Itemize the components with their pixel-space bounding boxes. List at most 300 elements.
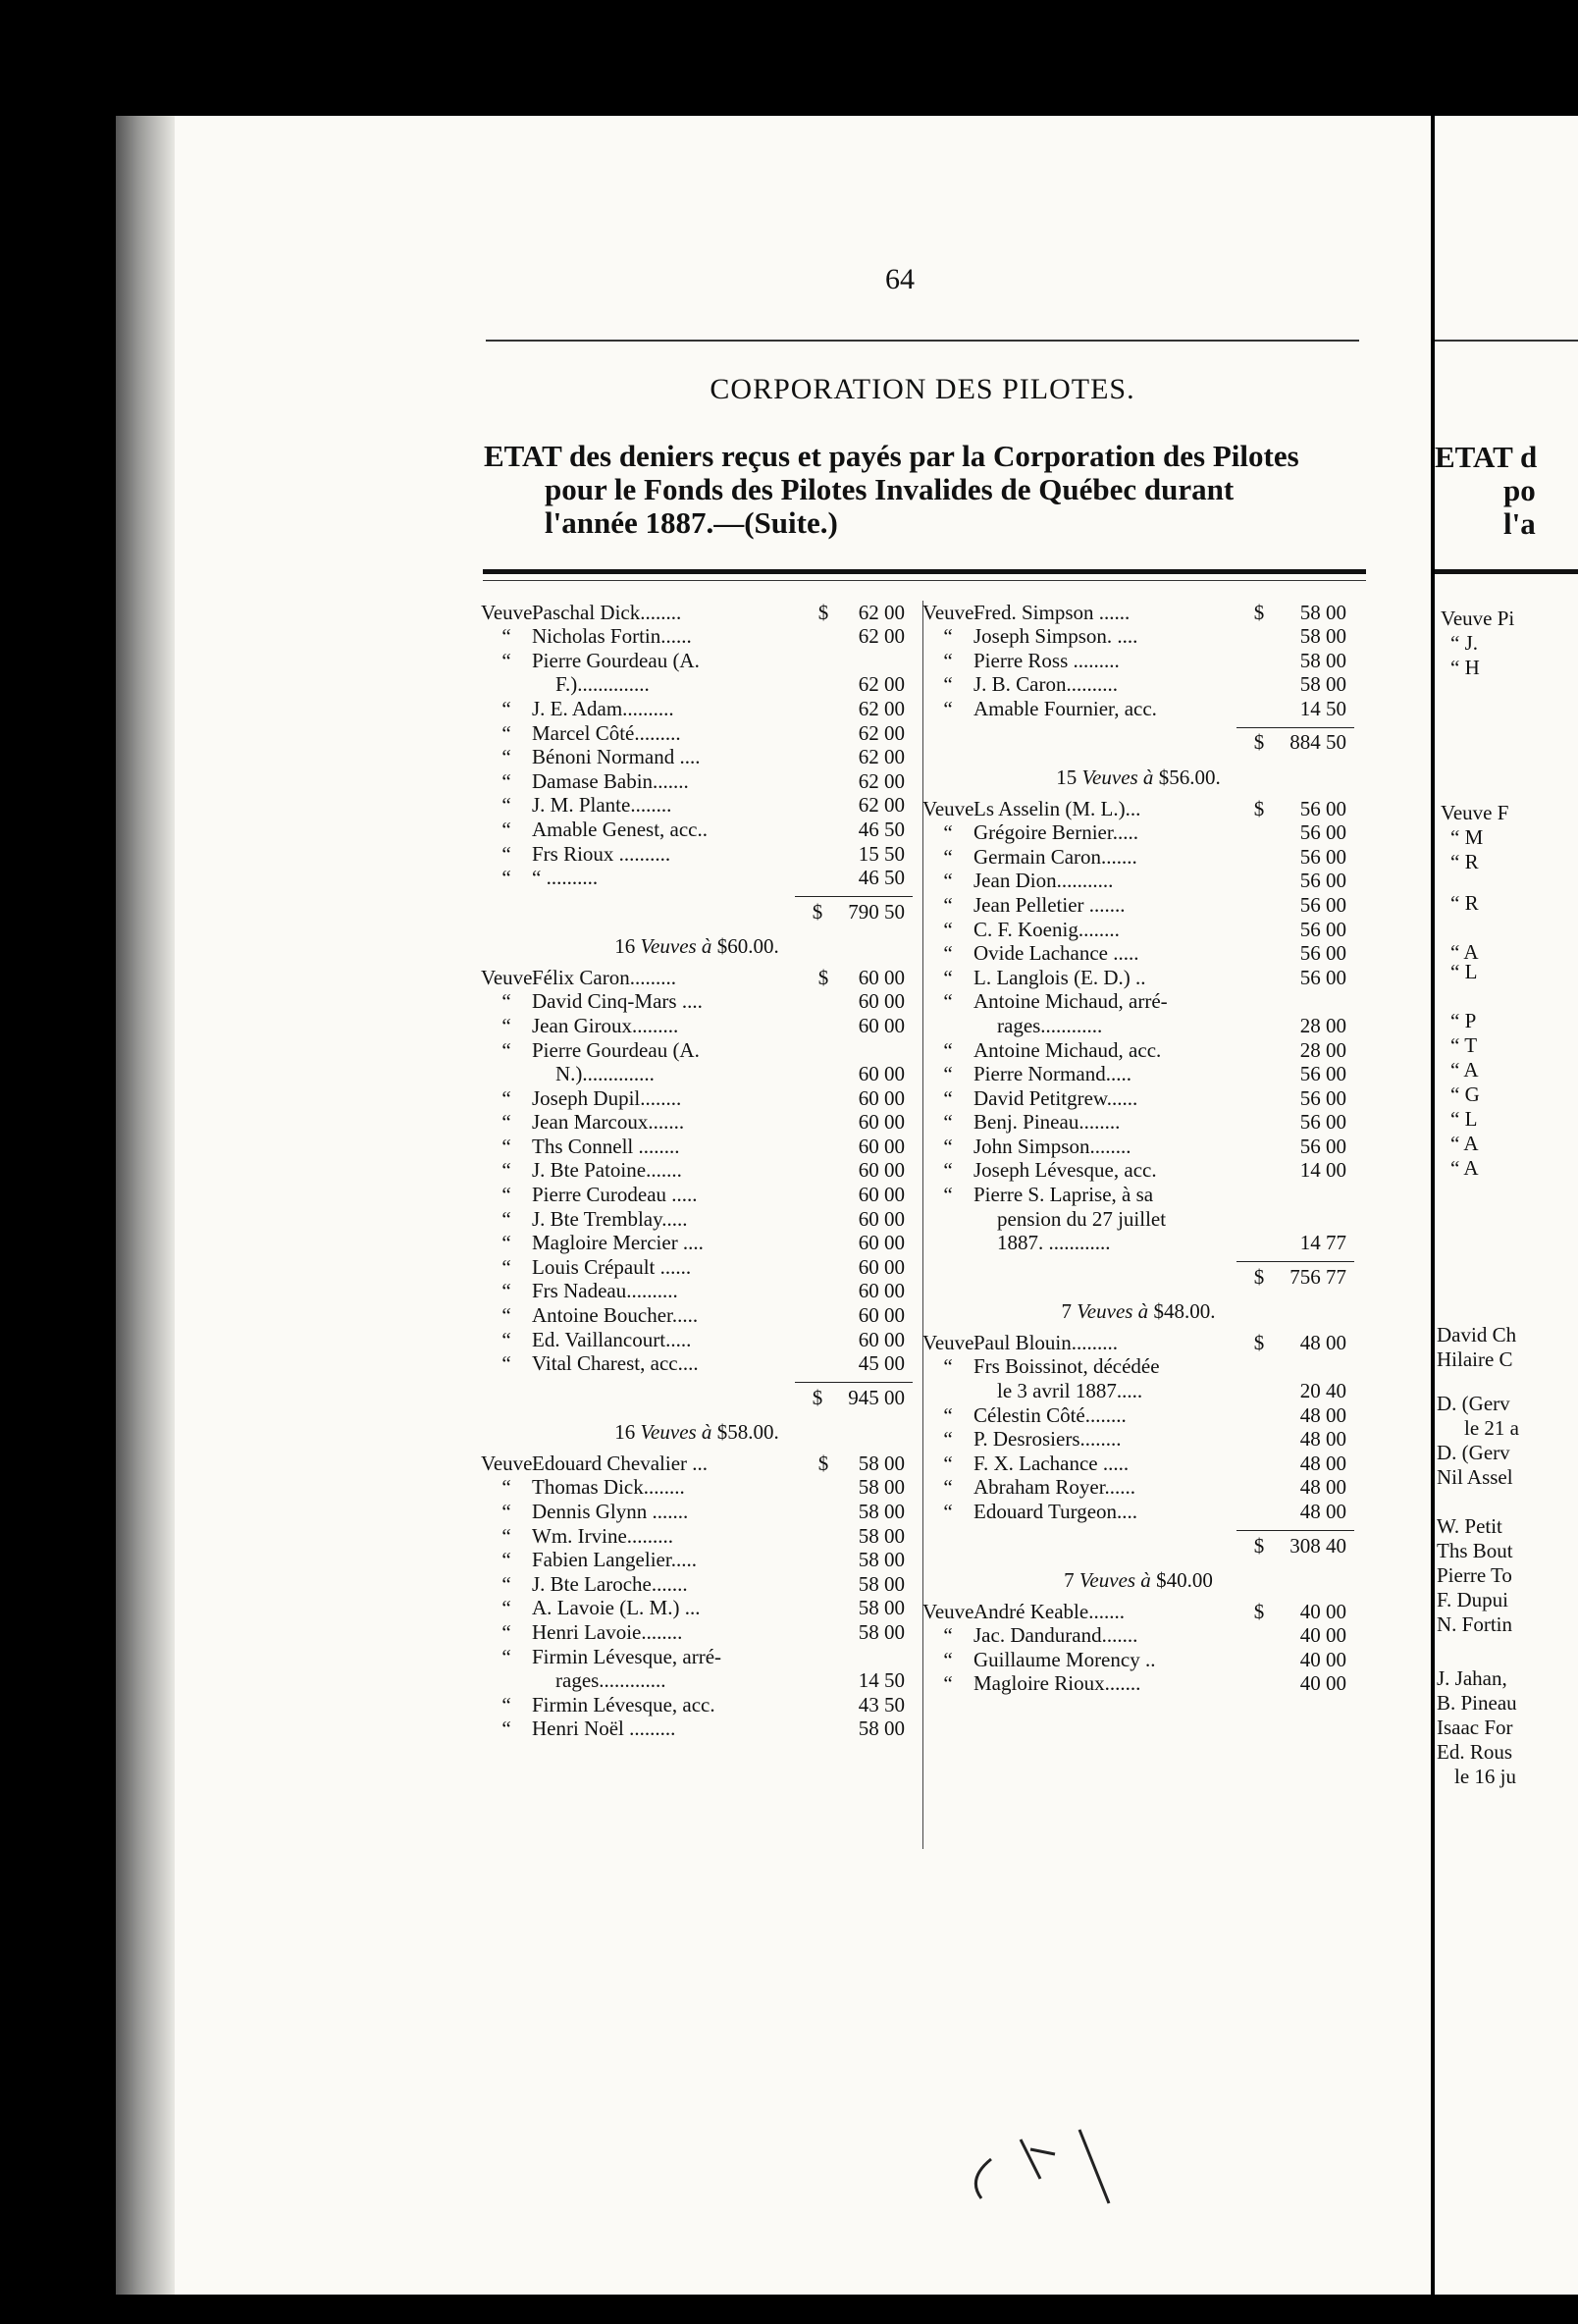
- row-name: J. M. Plante........: [532, 793, 672, 818]
- facing-line: “ G: [1450, 1083, 1480, 1106]
- row-prefix: “: [943, 672, 953, 697]
- row-amount: 60 00: [858, 1062, 905, 1086]
- ledger-row: [922, 1232, 1354, 1256]
- group-rows: [922, 1331, 1354, 1524]
- ledger-row: [922, 697, 1354, 721]
- row-name: rages............: [997, 1013, 1103, 1037]
- facing-line: “ L: [1450, 960, 1478, 983]
- row-amount: 58 00: [1299, 600, 1346, 624]
- row-amount: 62 00: [858, 672, 905, 697]
- ledger-row: [922, 966, 1354, 990]
- row-prefix: “: [501, 1619, 511, 1644]
- row-prefix: “: [501, 745, 511, 769]
- row-name: Antoine Michaud, arré-: [973, 989, 1168, 1014]
- ledger-row: [922, 1014, 1354, 1038]
- row-prefix: “: [943, 844, 953, 869]
- row-prefix: “: [943, 892, 953, 917]
- row-amount: 62 00: [858, 600, 905, 624]
- row-amount: 58 00: [858, 1596, 905, 1620]
- facing-line: David Ch: [1437, 1323, 1517, 1347]
- row-name: John Simpson........: [973, 1134, 1131, 1158]
- ledger-row: [922, 649, 1354, 673]
- group-total: [922, 1262, 1354, 1292]
- row-name: A. Lavoie (L. M.) ...: [532, 1596, 701, 1620]
- facing-line: Veuve F: [1441, 801, 1509, 824]
- row-name: Damase Babin.......: [532, 768, 689, 793]
- facing-line: J. Jahan,: [1437, 1666, 1507, 1690]
- row-prefix: “: [501, 1279, 511, 1303]
- row-amount: 58 00: [1299, 624, 1346, 649]
- row-prefix: “: [501, 1206, 511, 1231]
- group-rows: [922, 1600, 1354, 1696]
- row-prefix: “: [943, 1354, 953, 1379]
- row-prefix: “: [501, 1644, 511, 1668]
- row-name: Ed. Vaillancourt.....: [532, 1327, 692, 1351]
- row-amount: 58 00: [858, 1500, 905, 1523]
- ledger-row: [922, 1086, 1354, 1111]
- ledger-row: [481, 1063, 913, 1087]
- row-prefix: “: [943, 1158, 953, 1183]
- row-amount: 28 00: [1299, 1013, 1346, 1037]
- ledger-row: [481, 1693, 913, 1717]
- row-prefix: “: [943, 1647, 953, 1671]
- facing-table-rule: [1435, 569, 1578, 574]
- ledger-row: [922, 1159, 1354, 1184]
- row-amount: 60 00: [858, 1134, 905, 1158]
- ledger-row: [481, 1452, 913, 1476]
- ledger-row: [922, 845, 1354, 870]
- row-name: Amable Fournier, acc.: [973, 696, 1157, 720]
- ledger-row: [481, 1717, 913, 1742]
- row-name: Ths Connell ........: [532, 1134, 680, 1158]
- row-amount: 48 00: [1299, 1475, 1346, 1500]
- ledger-row: [481, 1255, 913, 1280]
- row-name: Félix Caron.........: [532, 965, 676, 989]
- row-prefix: “: [943, 1475, 953, 1500]
- group-text: Veuves à: [1077, 1299, 1149, 1324]
- row-name: F.)..............: [555, 672, 650, 697]
- row-prefix: “: [501, 624, 511, 649]
- facing-line: le 16 ju: [1454, 1765, 1516, 1788]
- row-name: rages.............: [555, 1668, 666, 1693]
- ledger-row: [922, 797, 1354, 821]
- row-name: Firmin Lévesque, acc.: [532, 1692, 715, 1717]
- row-name: Jac. Dandurand.......: [973, 1623, 1138, 1648]
- total-dollar: $: [1253, 730, 1265, 755]
- row-amount: 14 77: [1299, 1231, 1346, 1255]
- row-amount: 56 00: [1299, 917, 1346, 941]
- row-dollar-sign: $: [1253, 796, 1265, 820]
- ledger-row: [922, 1038, 1354, 1063]
- row-prefix: “: [501, 1085, 511, 1110]
- ledger-row: [922, 1331, 1354, 1355]
- row-amount: 40 00: [1299, 1623, 1346, 1648]
- group-rate: $40.00: [1156, 1568, 1213, 1592]
- row-amount: 60 00: [858, 989, 905, 1014]
- row-amount: 56 00: [1299, 965, 1346, 989]
- row-amount: 46 50: [858, 866, 905, 890]
- row-amount: 58 00: [858, 1619, 905, 1644]
- row-prefix: Veuve: [922, 600, 974, 624]
- row-amount: 58 00: [858, 1475, 905, 1500]
- ledger-row: [922, 1379, 1354, 1403]
- ledger-row: [481, 1328, 913, 1352]
- heading-line-1: ETAT des deniers reçus et payés par la Corporation des Pilotes: [484, 439, 1299, 473]
- table-top-rule-thin: [483, 580, 1366, 581]
- row-name: F. X. Lachance .....: [973, 1451, 1130, 1475]
- row-amount: 40 00: [1299, 1647, 1346, 1671]
- row-amount: 62 00: [858, 720, 905, 745]
- ledger-row: [922, 601, 1354, 625]
- ledger-row: [481, 1476, 913, 1501]
- row-prefix: “: [501, 1548, 511, 1572]
- row-prefix: “: [943, 1500, 953, 1523]
- row-prefix: “: [943, 1402, 953, 1427]
- facing-line: “ R: [1450, 891, 1479, 915]
- group-text: Veuves à: [640, 934, 712, 959]
- ledger-row: [922, 1452, 1354, 1476]
- row-amount: 58 00: [1299, 672, 1346, 697]
- row-amount: 60 00: [858, 1110, 905, 1135]
- row-name: Magloire Rioux.......: [973, 1671, 1141, 1696]
- row-name: Pierre Ross .........: [973, 648, 1120, 672]
- row-amount: 62 00: [858, 793, 905, 818]
- row-amount: 48 00: [1299, 1427, 1346, 1452]
- facing-line: “ A: [1450, 1058, 1479, 1082]
- row-amount: 15 50: [858, 841, 905, 866]
- row-name: Frs Nadeau..........: [532, 1279, 678, 1303]
- ledger-row: [922, 893, 1354, 918]
- row-prefix: “: [501, 866, 511, 890]
- group-total: [922, 1531, 1354, 1560]
- row-amount: 28 00: [1299, 1037, 1346, 1062]
- ledger-row: [481, 818, 913, 842]
- ledger-row: [922, 1355, 1354, 1380]
- ledger-row: [922, 1063, 1354, 1087]
- row-prefix: “: [501, 696, 511, 720]
- row-amount: 60 00: [858, 1013, 905, 1037]
- row-prefix: “: [943, 1062, 953, 1086]
- group-count: 16: [614, 934, 636, 959]
- handwritten-mark: [962, 2120, 1158, 2208]
- facing-line: “ T: [1450, 1033, 1478, 1057]
- row-amount: 45 00: [858, 1351, 905, 1376]
- row-name: Ls Asselin (M. L.)...: [973, 796, 1141, 820]
- row-name: Vital Charest, acc....: [532, 1351, 699, 1376]
- row-amount: 14 50: [1299, 696, 1346, 720]
- row-amount: 60 00: [858, 1327, 905, 1351]
- row-amount: 62 00: [858, 768, 905, 793]
- facing-heading-2: po: [1503, 473, 1536, 507]
- row-prefix: “: [943, 820, 953, 845]
- row-name: David Cinq-Mars ....: [532, 989, 703, 1014]
- row-prefix: “: [943, 624, 953, 649]
- ledger-row: [481, 1207, 913, 1232]
- facing-line: N. Fortin: [1437, 1612, 1513, 1636]
- facing-line: W. Petit: [1437, 1514, 1502, 1538]
- row-amount: 20 40: [1299, 1379, 1346, 1403]
- facing-line: D. (Gerv: [1437, 1392, 1510, 1415]
- ledger-row: [481, 1572, 913, 1597]
- ledger-row: [481, 1669, 913, 1694]
- group-count: 16: [614, 1420, 636, 1445]
- row-prefix: “: [501, 989, 511, 1014]
- group-text: Veuves à: [1078, 1568, 1151, 1592]
- row-amount: 62 00: [858, 624, 905, 649]
- row-name: Jean Marcoux.......: [532, 1110, 685, 1135]
- facing-line: “ L: [1450, 1107, 1478, 1131]
- total-amount: 756 77: [1289, 1264, 1346, 1289]
- row-name: Henri Lavoie........: [532, 1619, 683, 1644]
- row-prefix: “: [943, 1037, 953, 1062]
- row-name: Fred. Simpson ......: [973, 600, 1131, 624]
- facing-line: “ M: [1450, 825, 1484, 849]
- row-amount: 56 00: [1299, 796, 1346, 820]
- ledger-row: [481, 1086, 913, 1111]
- ledger-column-right: [922, 601, 1354, 1696]
- row-name: Paschal Dick........: [532, 600, 682, 624]
- group-rows: [481, 601, 913, 890]
- group-count: 7: [1064, 1568, 1075, 1592]
- ledger-row: [922, 1111, 1354, 1136]
- row-name: J. Bte Tremblay.....: [532, 1206, 688, 1231]
- table-top-rule: [483, 569, 1366, 574]
- ledger-row: [481, 990, 913, 1015]
- row-amount: 58 00: [858, 1717, 905, 1741]
- facing-line: “ A: [1450, 1156, 1479, 1180]
- row-amount: 56 00: [1299, 869, 1346, 893]
- row-amount: 48 00: [1299, 1451, 1346, 1475]
- row-amount: 60 00: [858, 1254, 905, 1279]
- row-prefix: “: [501, 793, 511, 818]
- row-prefix: “: [501, 817, 511, 841]
- row-name: Jean Giroux.........: [532, 1013, 679, 1037]
- total-amount: 884 50: [1289, 730, 1346, 755]
- row-amount: 60 00: [858, 1231, 905, 1255]
- row-name: Guillaume Morency ..: [973, 1647, 1156, 1671]
- group-total: [922, 728, 1354, 758]
- row-amount: 60 00: [858, 1158, 905, 1183]
- facing-line: “ A: [1450, 940, 1479, 964]
- row-amount: 56 00: [1299, 1110, 1346, 1135]
- row-prefix: “: [943, 696, 953, 720]
- row-prefix: “: [943, 1427, 953, 1452]
- page-title: CORPORATION DES PILOTES.: [710, 373, 1135, 405]
- row-amount: 46 50: [858, 817, 905, 841]
- row-name: Firmin Lévesque, arré-: [532, 1644, 722, 1668]
- statement-heading: [484, 440, 1362, 540]
- ledger-row: [481, 1038, 913, 1063]
- ledger-row: [481, 1620, 913, 1645]
- row-name: Jean Pelletier .......: [973, 892, 1126, 917]
- row-name: “ ..........: [532, 866, 599, 890]
- facing-heading-1: ETAT d: [1435, 440, 1538, 474]
- ledger-row: [922, 1624, 1354, 1649]
- facing-line: Pierre To: [1437, 1563, 1512, 1587]
- row-dollar-sign: $: [1253, 1599, 1265, 1623]
- facing-heading-3: l'a: [1503, 506, 1536, 541]
- row-name: C. F. Koenig........: [973, 917, 1120, 941]
- row-prefix: “: [943, 1451, 953, 1475]
- group-rate: $60.00.: [716, 934, 779, 959]
- ledger-row: [922, 1648, 1354, 1672]
- facing-line: “ P: [1450, 1009, 1477, 1032]
- ledger-row: [481, 1500, 913, 1524]
- row-amount: 56 00: [1299, 941, 1346, 966]
- row-name: Germain Caron.......: [973, 844, 1137, 869]
- row-name: Joseph Dupil........: [532, 1085, 682, 1110]
- row-prefix: “: [501, 1231, 511, 1255]
- row-prefix: “: [501, 768, 511, 793]
- row-name: Antoine Michaud, acc.: [973, 1037, 1162, 1062]
- row-prefix: “: [501, 1475, 511, 1500]
- row-prefix: “: [943, 941, 953, 966]
- row-name: Frs Rioux ..........: [532, 841, 671, 866]
- row-dollar-sign: $: [817, 600, 829, 624]
- group-rows: [481, 1452, 913, 1741]
- row-prefix: “: [501, 720, 511, 745]
- row-name: Antoine Boucher.....: [532, 1303, 699, 1328]
- ledger-row: [922, 1428, 1354, 1452]
- ledger-row: [922, 942, 1354, 967]
- row-prefix: “: [943, 648, 953, 672]
- facing-line: F. Dupui: [1437, 1588, 1508, 1611]
- row-name: Louis Crépault ......: [532, 1254, 692, 1279]
- group-text: Veuves à: [1081, 765, 1154, 789]
- row-name: Edouard Turgeon....: [973, 1500, 1138, 1523]
- row-prefix: “: [501, 1013, 511, 1037]
- row-name: Paul Blouin.........: [973, 1330, 1119, 1354]
- heading-line-3: l'année 1887.—(Suite.): [545, 505, 838, 540]
- ledger-row: [481, 649, 913, 673]
- facing-header-rule: [1435, 340, 1578, 342]
- row-prefix: Veuve: [481, 1451, 533, 1475]
- row-name: Pierre Gourdeau (A.: [532, 1037, 700, 1062]
- row-name: Abraham Royer......: [973, 1475, 1136, 1500]
- ledger-row: [922, 1500, 1354, 1524]
- row-dollar-sign: $: [1253, 600, 1265, 624]
- row-amount: 56 00: [1299, 1085, 1346, 1110]
- row-name: Bénoni Normand ....: [532, 745, 701, 769]
- group-rate: $48.00.: [1153, 1299, 1216, 1324]
- row-dollar-sign: $: [817, 1451, 829, 1475]
- ledger-row: [922, 990, 1354, 1015]
- ledger-row: [481, 1280, 913, 1304]
- facing-line: Ed. Rous: [1437, 1740, 1513, 1764]
- group-heading: [922, 758, 1354, 797]
- total-amount: 945 00: [848, 1385, 905, 1409]
- facing-line: Hilaire C: [1437, 1347, 1513, 1371]
- ledger-row: [481, 1232, 913, 1256]
- row-name: P. Desrosiers........: [973, 1427, 1122, 1452]
- row-amount: 58 00: [858, 1523, 905, 1548]
- row-dollar-sign: $: [1253, 1330, 1265, 1354]
- row-amount: 14 50: [858, 1668, 905, 1693]
- facing-line: le 21 a: [1464, 1416, 1519, 1440]
- row-name: Pierre S. Laprise, à sa: [973, 1183, 1154, 1207]
- ledger-column-left: [481, 601, 913, 1741]
- ledger-row: [481, 794, 913, 819]
- row-amount: 40 00: [1299, 1671, 1346, 1696]
- ledger-row: [481, 625, 913, 650]
- row-name: Jean Dion...........: [973, 869, 1114, 893]
- row-amount: 48 00: [1299, 1330, 1346, 1354]
- row-prefix: “: [501, 1717, 511, 1741]
- row-name: Amable Genest, acc..: [532, 817, 709, 841]
- ledger-row: [481, 1549, 913, 1573]
- row-prefix: “: [943, 1110, 953, 1135]
- ledger-row: [481, 966, 913, 990]
- total-amount: 308 40: [1289, 1533, 1346, 1558]
- facing-line: Isaac For: [1437, 1716, 1513, 1739]
- row-name: Joseph Lévesque, acc.: [973, 1158, 1157, 1183]
- row-prefix: “: [943, 1085, 953, 1110]
- ledger-row: [481, 721, 913, 746]
- ledger-row: [481, 1597, 913, 1621]
- row-name: le 3 avril 1887.....: [997, 1379, 1143, 1403]
- total-amount: 790 50: [848, 899, 905, 924]
- facing-page-fragment: [1435, 116, 1578, 2295]
- facing-line: “ H: [1450, 656, 1480, 679]
- row-amount: 58 00: [1299, 648, 1346, 672]
- group-rate: $56.00.: [1158, 765, 1221, 789]
- facing-line: “ A: [1450, 1132, 1479, 1155]
- row-amount: 60 00: [858, 1085, 905, 1110]
- row-amount: 56 00: [1299, 892, 1346, 917]
- ledger-row: [481, 601, 913, 625]
- row-amount: 48 00: [1299, 1402, 1346, 1427]
- row-name: Frs Boissinot, décédée: [973, 1354, 1160, 1379]
- group-rows: [481, 966, 913, 1376]
- row-amount: 14 00: [1299, 1158, 1346, 1183]
- row-name: Pierre Normand.....: [973, 1062, 1131, 1086]
- ledger-row: [481, 867, 913, 891]
- row-name: Henri Noël .........: [532, 1717, 676, 1741]
- row-name: Pierre Curodeau .....: [532, 1183, 698, 1207]
- ledger-row: [481, 1352, 913, 1377]
- row-name: Joseph Simpson. ....: [973, 624, 1138, 649]
- row-name: Fabien Langelier.....: [532, 1548, 697, 1572]
- row-prefix: “: [943, 869, 953, 893]
- row-name: J. B. Caron..........: [973, 672, 1118, 697]
- row-prefix: “: [501, 1327, 511, 1351]
- facing-line: Ths Bout: [1437, 1539, 1513, 1562]
- ledger-row: [922, 1183, 1354, 1207]
- page-number: 64: [885, 263, 915, 295]
- row-amount: 56 00: [1299, 1134, 1346, 1158]
- ledger-row: [922, 1672, 1354, 1697]
- row-dollar-sign: $: [817, 965, 829, 989]
- group-heading: [922, 1292, 1354, 1331]
- row-name: David Petitgrew......: [973, 1085, 1138, 1110]
- row-prefix: “: [501, 1351, 511, 1376]
- row-name: Dennis Glynn .......: [532, 1500, 689, 1523]
- row-name: Edouard Chevalier ...: [532, 1451, 709, 1475]
- row-name: André Keable.......: [973, 1599, 1125, 1623]
- row-amount: 60 00: [858, 1279, 905, 1303]
- row-prefix: “: [943, 989, 953, 1014]
- row-name: N.)..............: [555, 1062, 655, 1086]
- row-name: J. E. Adam..........: [532, 696, 674, 720]
- row-prefix: Veuve: [922, 1330, 974, 1354]
- row-name: pension du 27 juillet: [997, 1206, 1167, 1231]
- facing-line: Veuve Pi: [1441, 607, 1515, 630]
- row-name: Thomas Dick........: [532, 1475, 685, 1500]
- heading-line-2: pour le Fonds des Pilotes Invalides de Québec durant: [545, 472, 1235, 506]
- row-prefix: Veuve: [922, 796, 974, 820]
- row-prefix: “: [501, 1183, 511, 1207]
- row-amount: 62 00: [858, 745, 905, 769]
